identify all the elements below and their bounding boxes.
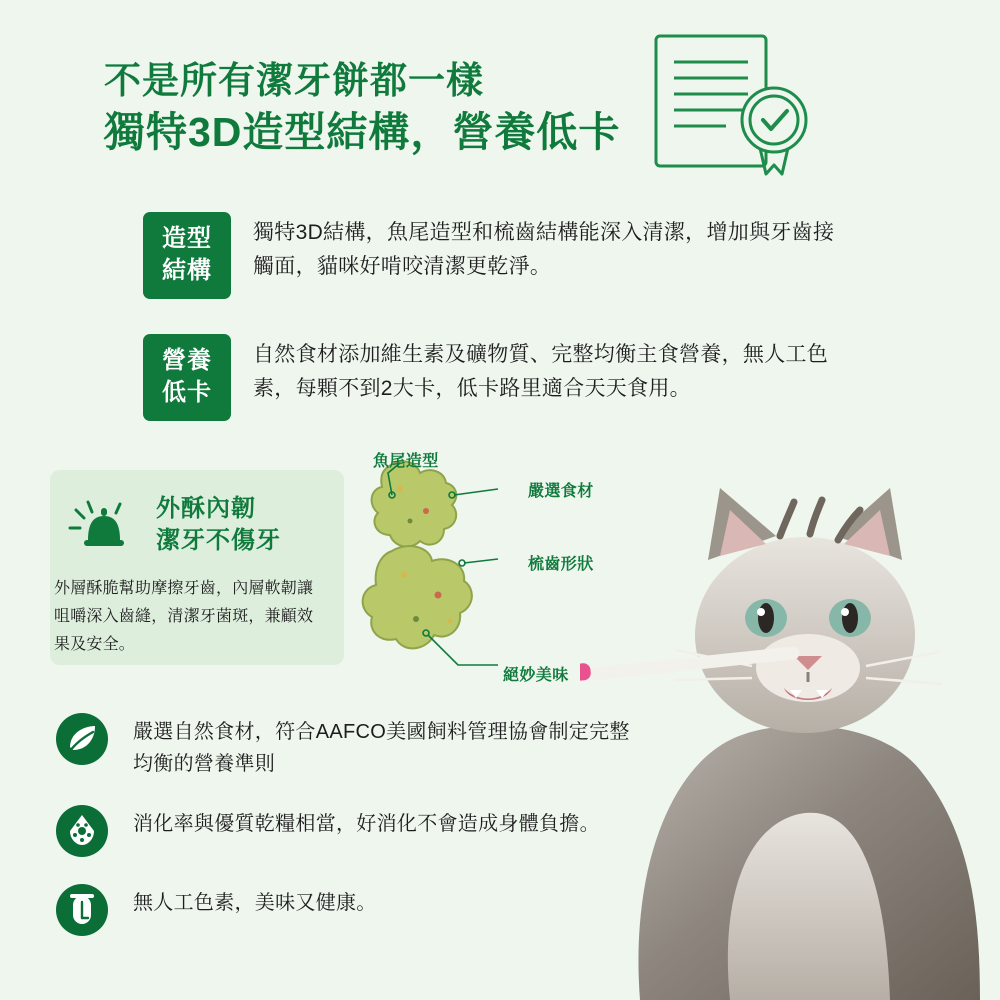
- feature-tag-line-1: 營養: [162, 347, 212, 374]
- cat-with-toothbrush-photo: [580, 440, 1000, 1000]
- bullet-text-digestibility: 消化率與優質乾糧相當，好消化不會造成身體負擔。: [133, 813, 600, 835]
- callout-great-taste: 絕妙美味: [503, 667, 569, 684]
- crisp-title-line-2: 潔牙不傷牙: [156, 527, 281, 555]
- feature-tag-line-1: 造型: [162, 225, 212, 252]
- crisp-title-line-1: 外酥內韌: [156, 495, 256, 522]
- bullet-item-digestibility: [56, 805, 633, 857]
- feature-tag-line-2: 結構: [162, 256, 212, 284]
- certificate-badge-icon: [640, 28, 830, 188]
- bullet-text-ingredients: 嚴選自然食材，符合AAFCO美國飼料管理協會制定完整均衡的營養準則: [133, 721, 630, 775]
- headline-line-1: 不是所有潔牙餅都一樣: [104, 60, 484, 101]
- feature-block-shape-structure: [143, 212, 853, 299]
- feature-tag-shape-structure: [143, 212, 231, 299]
- feature-tag-nutrition-lowcal: [143, 334, 231, 421]
- water-drop-icon: [56, 805, 108, 857]
- test-tube-icon: [56, 884, 108, 936]
- crisp-title: [156, 493, 281, 558]
- bullet-item-ingredients: [56, 713, 633, 780]
- feature-block-nutrition-lowcal: [143, 334, 853, 421]
- crisp-body-text: 外層酥脆幫助摩擦牙齒，內層軟韌讓咀嚼深入齒縫，清潔牙菌斑，兼顧效果及安全。: [54, 580, 314, 653]
- feature-tag-line-2: 低卡: [162, 378, 212, 406]
- page-title: [104, 58, 724, 157]
- callout-selected-ingredients: 嚴選食材: [528, 483, 594, 500]
- bullet-item-no-artificial-colors: [56, 884, 633, 936]
- feature-text-nutrition-lowcal: 自然食材添加維生素及礦物質、完整均衡主食營養，無人工色素，每顆不到2大卡，低卡路里適合天天食用。: [253, 343, 829, 401]
- headline-line-2: 獨特3D造型結構，營養低卡: [104, 109, 621, 156]
- leaf-icon: [56, 713, 108, 765]
- callout-fish-tail-shape: 魚尾造型: [373, 453, 439, 470]
- bullet-text-no-artificial-colors: 無人工色素，美味又健康。: [133, 892, 377, 914]
- feature-text-shape-structure: 獨特3D結構，魚尾造型和梳齒結構能深入清潔，增加與牙齒接觸面，貓咪好啃咬清潔更乾淨。: [253, 221, 835, 279]
- callout-comb-teeth-shape: 梳齒形狀: [528, 556, 594, 573]
- bell-icon: [66, 494, 142, 556]
